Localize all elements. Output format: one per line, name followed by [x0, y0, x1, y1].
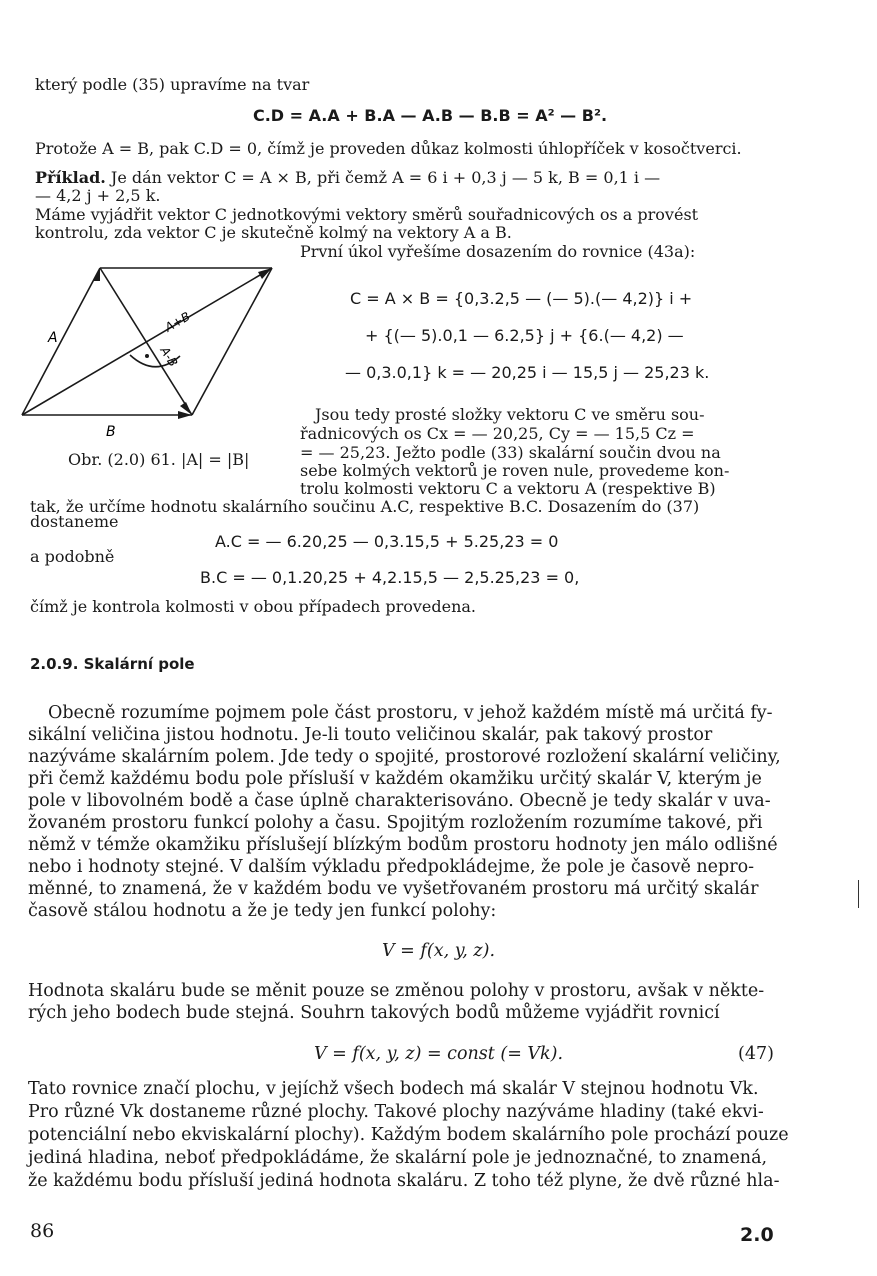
figure-caption: Obr. (2.0) 61. |A| = |B| — [68, 450, 250, 469]
p1-line: nebo i hodnoty stejné. V dalším výkladu předpokládejme, že pole je časově nepro- — [28, 857, 755, 877]
equation-47: V = f(x, y, z) = const (= Vk). — [313, 1044, 564, 1064]
section-heading: 2.0.9. Skalární pole — [30, 655, 195, 673]
example-line-5: První úkol vyřešíme dosazením do rovnice (43a): — [300, 242, 696, 261]
p1-line: pole v libovolném bodě a čase úplně charakterisováno. Obecně je tedy skalár v uva- — [28, 791, 771, 811]
p2-line: rých jeho bodech bude stejná. Souhrn takových bodů můžeme vyjádřit rovnicí — [28, 1003, 720, 1023]
dot-product-bc: B.C = — 0,1.20,25 + 4,2.15,5 — 2,5.25,23 = 0, — [200, 568, 580, 587]
p1-line: nazýváme skalárním polem. Jde tedy o spojité, prostorové rozložení skalární veličiny, — [28, 747, 781, 767]
equation-v: V = f(x, y, z). — [381, 941, 496, 961]
p2-line: Hodnota skaláru bude se měnit pouze se změnou polohy v prostoru, avšak v někte- — [28, 981, 765, 1001]
intro-line: který podle (35) upravíme na tvar — [35, 75, 310, 94]
p1-line: Obecně rozumíme pojmem pole část prostoru, v jehož každém místě má určitá fy- — [48, 703, 773, 723]
components-line-6: tak, že určíme hodnotu skalárního součinu A.C, respektive B.C. Dosazením do (37) — [30, 497, 700, 516]
components-line-5: trolu kolmosti vektoru C a vektoru A (respektive B) — [300, 479, 716, 498]
dot-product-ac: A.C = — 6.20,25 — 0,3.15,5 + 5.25,23 = 0 — [215, 532, 559, 551]
example-line-4: kontrolu, zda vektor C je skutečně kolmý na vektory A a B. — [35, 223, 512, 242]
cross-line-3: — 0,3.0,1} k = — 20,25 i — 15,5 j — 25,23 k. — [345, 363, 710, 382]
components-line-3: = — 25,23. Ježto podle (33) skalární součin dvou na — [300, 443, 721, 462]
chapter-number: 2.0 — [740, 1224, 774, 1246]
figure-label-a: A — [48, 330, 58, 346]
cross-line-1: C = A × B = {0,3.2,5 — (— 5).(— 4,2)} i + — [350, 289, 693, 308]
check-line: čímž je kontrola kolmosti v obou případech provedena. — [30, 597, 477, 616]
cross-line-2: + {(— 5).0,1 — 6.2,5} j + {6.(— 4,2) — — [365, 326, 684, 345]
equation-cd: C.D = A.A + B.A — A.B — B.B = A² — B². — [252, 106, 608, 125]
figure-label-b: B — [106, 424, 116, 440]
example-line-2: — 4,2 j + 2,5 k. — [35, 186, 161, 205]
p1-line: časově stálou hodnotu a že je tedy jen funkcí polohy: — [28, 901, 497, 921]
p1-line: němž v témže okamžiku příslušejí blízkým bodům prostoru hodnoty jen málo odlišné — [28, 835, 778, 855]
p1-line: sikální veličina jistou hodnotu. Je-li touto veličinou skalár, pak takový prostor — [28, 725, 713, 745]
example-line-1 — [35, 169, 660, 187]
example-text-1: Je dán vektor C = A × B, při čemž A = 6 i + 0,3 j — 5 k, B = 0,1 i — — [110, 168, 661, 187]
rhombus-figure — [20, 260, 290, 440]
figure-label-sum: A+B — [162, 309, 193, 335]
p1-line: měnné, to znamená, že v každém bodu ve vyšetřovaném prostoru má určitý skalár — [28, 879, 759, 899]
p3-line: potenciální nebo ekviskalární plochy). Každým bodem skalárního pole prochází pouze — [28, 1125, 789, 1145]
equation-47-number: (47) — [738, 1044, 774, 1064]
example-label: Příklad. — [35, 168, 106, 187]
p1-line: při čemž každému bodu pole přísluší v každém okamžiku určitý skalár V, kterým je — [28, 769, 762, 789]
figure-label-diff: A-B — [157, 344, 181, 370]
proof-line: Protože A = B, pak C.D = 0, čímž je proveden důkaz kolmosti úhlopříček v kosočtverci. — [35, 139, 742, 158]
p3-line: že každému bodu přísluší jediná hodnota skaláru. Z toho též plyne, že dvě různé hla- — [28, 1171, 780, 1191]
components-line-7: dostaneme — [30, 512, 119, 531]
p1-line: žovaném prostoru funkcí polohy a času. Spojitým rozložením rozumíme takové, při — [28, 813, 763, 833]
components-line-2: řadnicových os Cx = — 20,25, Cy = — 15,5 Cz = — [300, 424, 695, 443]
p3-line: Pro různé Vk dostaneme různé plochy. Takové plochy nazýváme hladiny (také ekvi- — [28, 1102, 764, 1122]
similar-text: a podobně — [30, 547, 115, 566]
page-number: 86 — [30, 1220, 55, 1242]
components-line-4: sebe kolmých vektorů je roven nule, provedeme kon- — [300, 461, 730, 480]
margin-mark — [858, 880, 859, 908]
example-line-3: Máme vyjádřit vektor C jednotkovými vektory směrů souřadnicových os a provést — [35, 205, 699, 224]
components-line-1: Jsou tedy prosté složky vektoru C ve směru sou- — [315, 405, 705, 424]
p3-line: jediná hladina, neboť předpokládáme, že skalární pole je jednoznačné, to znamená, — [28, 1148, 768, 1168]
p3-line: Tato rovnice značí plochu, v jejíchž všech bodech má skalár V stejnou hodnotu Vk. — [28, 1079, 759, 1099]
